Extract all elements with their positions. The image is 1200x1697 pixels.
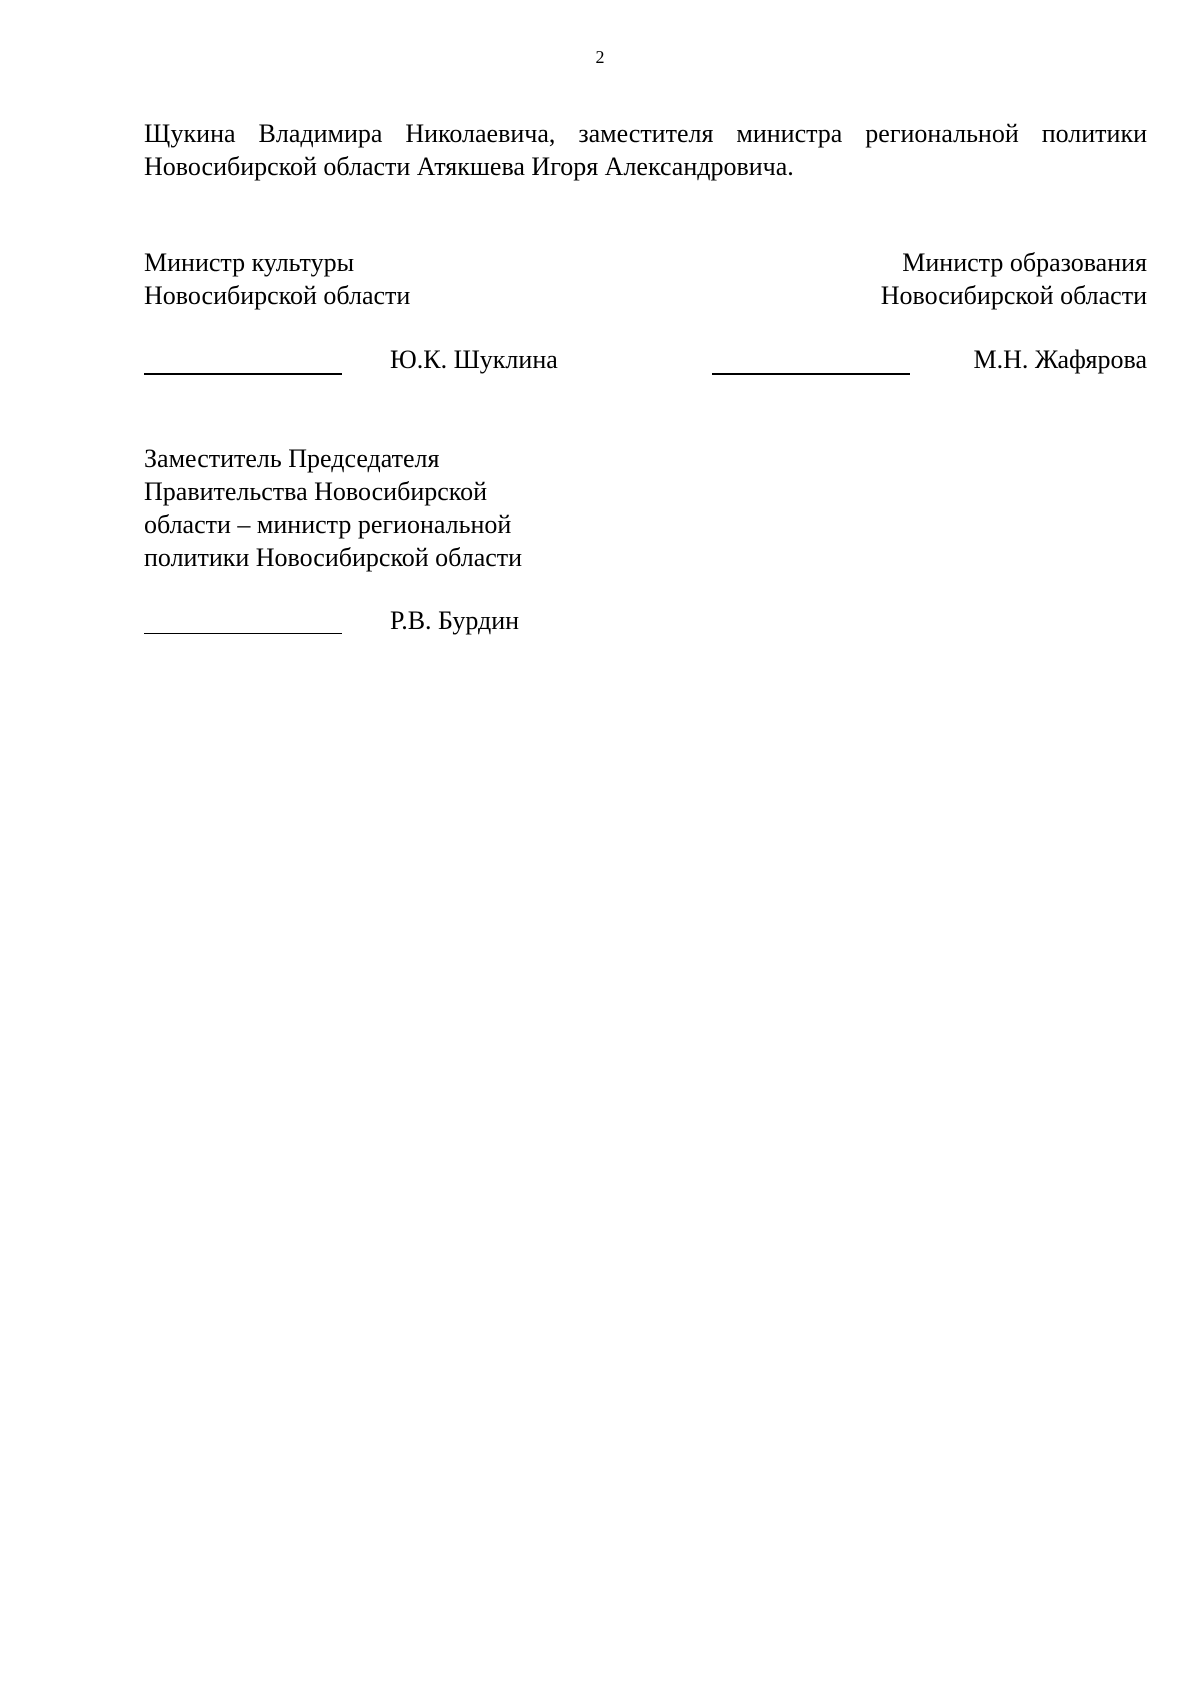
deputy-title-line-2: Правительства Новосибирской xyxy=(144,477,488,506)
education-title-line-2: Новосибирской области xyxy=(880,281,1147,310)
deputy-title-line-1: Заместитель Председателя xyxy=(144,444,440,473)
deputy-chairman-name: Р.В. Бурдин xyxy=(390,606,520,635)
body-line-2: Новосибирской области Атякшева Игоря Александровича. xyxy=(144,152,794,181)
culture-signature-line xyxy=(144,373,342,375)
education-title-line-1: Министр образования xyxy=(902,248,1147,277)
culture-title-line-2: Новосибирской области xyxy=(144,281,411,310)
education-signature-line xyxy=(712,373,910,375)
deputy-signature-line xyxy=(144,633,342,634)
education-minister-name: М.Н. Жафярова xyxy=(973,345,1147,374)
education-minister-title xyxy=(881,246,1147,312)
body-paragraph xyxy=(144,117,1147,183)
deputy-chairman-title xyxy=(144,442,522,574)
body-line-1: Щукина Владимира Николаевича, заместителя министра региональной политики xyxy=(144,119,1147,148)
culture-minister-name: Ю.К. Шуклина xyxy=(390,345,558,374)
culture-title-line-1: Министр культуры xyxy=(144,248,355,277)
deputy-title-line-4: политики Новосибирской области xyxy=(144,543,523,572)
page-number: 2 xyxy=(595,47,605,67)
culture-minister-title xyxy=(144,246,410,312)
deputy-title-line-3: области – министр региональной xyxy=(144,510,512,539)
